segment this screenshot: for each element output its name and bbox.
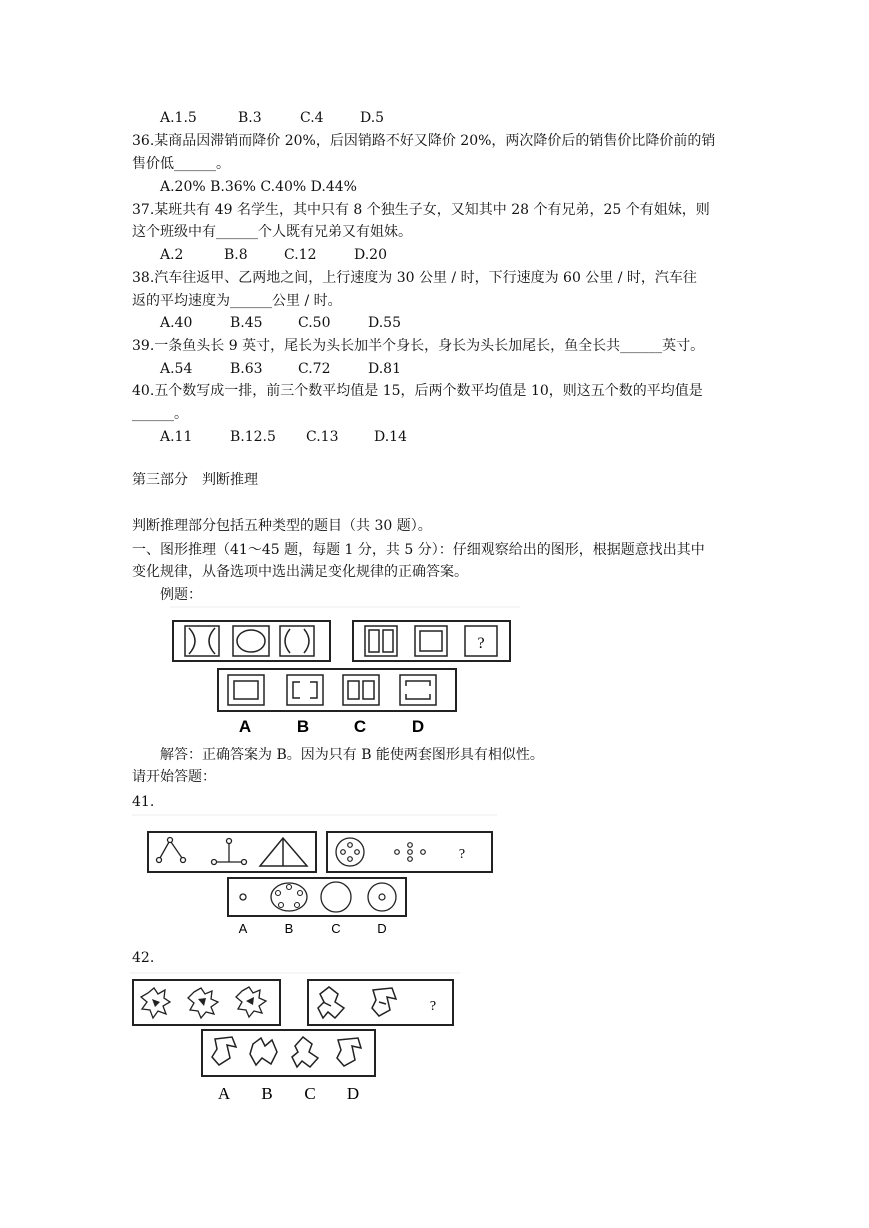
q41-choice-d: D bbox=[377, 921, 387, 936]
q41-choice-a: A bbox=[238, 921, 248, 936]
q39-option-b: B.63 bbox=[230, 361, 263, 377]
q37-text-line1: 37.某班共有 49 名学生，其中只有 8 个独生子女，又知其中 28 个有兄弟，25 个有姐妹，则 bbox=[132, 202, 710, 218]
q40-option-d: D.14 bbox=[374, 429, 407, 445]
q41-number: 41. bbox=[132, 794, 155, 810]
example-question-mark: ? bbox=[477, 635, 485, 652]
q41-choice-c: C bbox=[331, 921, 341, 936]
q42-choice-b: B bbox=[261, 1084, 273, 1103]
section-title: 第三部分 判断推理 bbox=[132, 472, 258, 488]
q37-text-line2: 这个班级中有______个人既有兄弟又有姐妹。 bbox=[132, 224, 412, 240]
q38-option-c: C.50 bbox=[298, 315, 331, 331]
q42-number: 42. bbox=[132, 950, 155, 966]
q39-option-a: A.54 bbox=[160, 361, 193, 377]
example-answer: 解答：正确答案为 B。因为只有 B 能使两套图形具有相似性。 bbox=[160, 747, 544, 763]
q42-choice-c: C bbox=[304, 1084, 316, 1103]
q36-options: A.20% B.36% C.40% D.44% bbox=[160, 179, 357, 195]
q38-text-line2: 返的平均速度为______公里 / 时。 bbox=[132, 293, 342, 309]
q41-question-mark: ? bbox=[458, 847, 466, 862]
q35-option-c: C.4 bbox=[300, 110, 324, 126]
q41-figure bbox=[132, 814, 502, 944]
q37-option-d: D.20 bbox=[354, 247, 387, 263]
q42-figure bbox=[130, 972, 470, 1107]
q41-choice-b: B bbox=[284, 921, 294, 936]
q38-text-line1: 38.汽车往返甲、乙两地之间，上行速度为 30 公里 / 时，下行速度为 60 公里 / 时，汽车往 bbox=[132, 270, 697, 286]
q37-option-a: A.2 bbox=[160, 247, 184, 263]
example-figure bbox=[170, 606, 520, 736]
q36-text-line2: 售价低______。 bbox=[132, 156, 230, 172]
q42-question-mark: ? bbox=[429, 999, 437, 1014]
q42-choice-a: A bbox=[217, 1084, 231, 1103]
part1-text-line2: 变化规律，从备选项中选出满足变化规律的正确答案。 bbox=[132, 564, 468, 580]
q40-option-a: A.11 bbox=[160, 429, 193, 445]
start-prompt: 请开始答题： bbox=[132, 769, 216, 785]
example-choice-c: C bbox=[353, 717, 367, 736]
q39-option-d: D.81 bbox=[368, 361, 401, 377]
q40-option-c: C.13 bbox=[306, 429, 339, 445]
q40-text-line1: 40.五个数写成一排，前三个数平均值是 15，后两个数平均值是 10，则这五个数的平均值是 bbox=[132, 383, 703, 399]
q38-option-a: A.40 bbox=[160, 315, 193, 331]
q42-figure-svg bbox=[130, 972, 470, 1107]
example-label: 例题： bbox=[160, 587, 202, 603]
q39-text-line1: 39.一条鱼头长 9 英寸，尾长为头长加半个身长，身长为头长加尾长，鱼全长共______英寸。 bbox=[132, 338, 705, 354]
q39-option-c: C.72 bbox=[298, 361, 331, 377]
example-choice-b: B bbox=[296, 717, 310, 736]
q38-option-b: B.45 bbox=[230, 315, 263, 331]
section-intro: 判断推理部分包括五种类型的题目（共 30 题）。 bbox=[132, 518, 432, 534]
example-choice-a: A bbox=[238, 717, 252, 736]
q40-text-line2: ______。 bbox=[132, 406, 188, 422]
q37-option-b: B.8 bbox=[224, 247, 248, 263]
q35-option-d: D.5 bbox=[360, 110, 385, 126]
q36-text-line1: 36.某商品因滞销而降价 20%，后因销路不好又降价 20%，两次降价后的销售价比降价前的销 bbox=[132, 133, 716, 149]
example-choice-d: D bbox=[411, 717, 425, 736]
part1-text-line1: 一、图形推理（41～45 题，每题 1 分，共 5 分）：仔细观察给出的图形，根据题意找出其中 bbox=[132, 542, 705, 558]
q35-option-b: B.3 bbox=[238, 110, 262, 126]
q40-option-b: B.12.5 bbox=[230, 429, 276, 445]
q37-option-c: C.12 bbox=[284, 247, 317, 263]
q38-option-d: D.55 bbox=[368, 315, 401, 331]
q41-figure-svg bbox=[132, 814, 502, 944]
q35-option-a: A.1.5 bbox=[160, 110, 197, 126]
q42-choice-d: D bbox=[346, 1084, 360, 1103]
example-figure-svg bbox=[170, 606, 520, 736]
